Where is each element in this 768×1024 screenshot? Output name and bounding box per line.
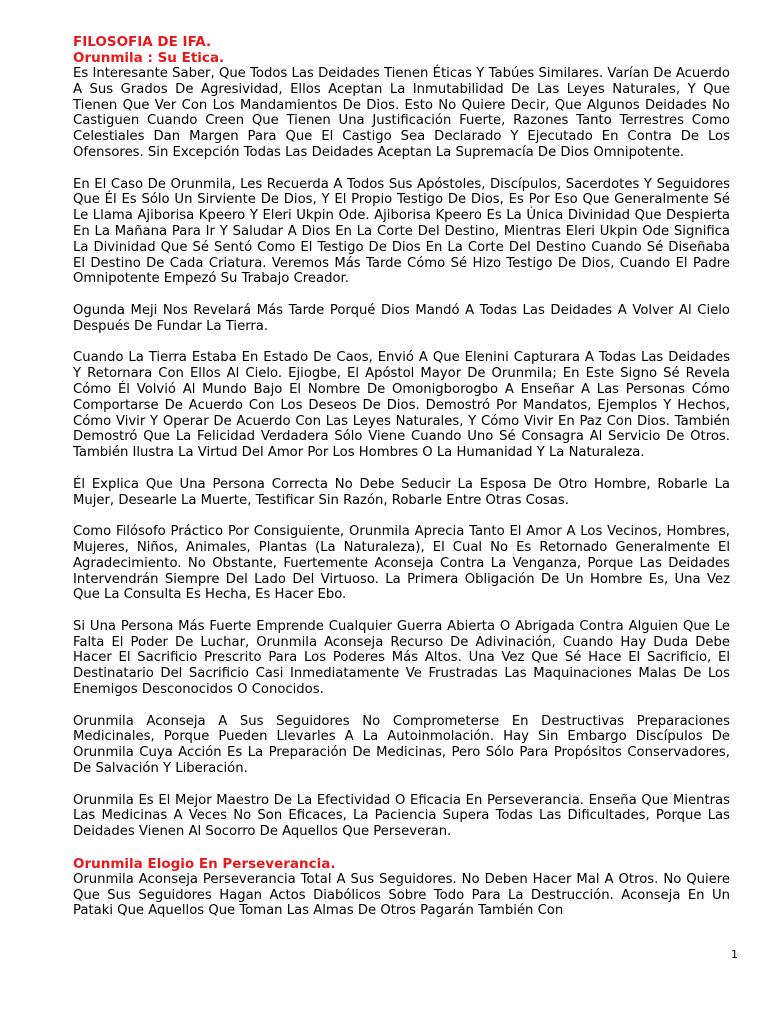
page-number: 1	[731, 948, 738, 961]
paragraph-2: En El Caso De Orunmila, Les Recuerda A Todos Sus Apóstoles, Discípulos, Sacerdotes Y Seguidores Que Él Es Sólo Un Sirviente De Dios, Y El Propio Testigo De Dios, Es Por Eso Que Generalmente Sé Le Llama Ajiborisa Kpeero Y Eleri Ukpin Ode. Ajiborisa Kpeero Es La Única Divinidad Que Despierta En La Mañana Para Ir Y Saludar A Dios En La Corte Del Destino, Mientras Eleri Ukpin Ode Significa La Divinidad Que Sé Sentó Como El Testigo De Dios En La Corte Del Destino Cuando Sé Diseñaba El Destino De Cada Criatura. Veremos Más Tarde Cómo Sé Hizo Testigo De Dios, Cuando El Padre Omnipotente Empezó Su Trabajo Creador.	[73, 176, 730, 287]
paragraph-9: Orunmila Es El Mejor Maestro De La Efectividad O Eficacia En Perseverancia. Enseña Que Mientras Las Medicinas A Veces No Son Eficaces, La Paciencia Supera Todas Las Dificultades, Porque Las Deidades Vienen Al Socorro De Aquellos Que Perseveran.	[73, 792, 730, 840]
document-title: FILOSOFIA DE IFA.	[73, 34, 212, 50]
paragraph-6: Como Filósofo Práctico Por Consiguiente, Orunmila Aprecia Tanto El Amor A Los Vecinos, Hombres, Mujeres, Niños, Animales, Plantas (La Naturaleza), El Cual No Es Retornado Generalmente El Agradecimiento. No Obstante, Fuertemente Aconseja Contra La Venganza, Porque Las Deidades Intervendrán Siempre Del Lado Del Virtuoso. La Primera Obligación De Un Hombre Es, Una Vez Que La Consulta Es Hecha, Es Hacer Ebo.	[73, 524, 730, 603]
paragraph-1: Es Interesante Saber, Que Todos Las Deidades Tienen Éticas Y Tabúes Similares. Varían De Acuerdo A Sus Grados De Agresividad, Ellos Aceptan La Inmutabilidad De Las Leyes Naturales, Y Que Tienen Que Ver Con Los Mandamientos De Dios. Esto No Quiere Decir, Que Algunos Deidades No Castiguen Cuando Creen Que Tienen Una Justificación Fuerte, Razones Tanto Terrestres Como Celestiales Dan Margen Para Que El Castigo Sea Declarado Y Ejecutado En Contra De Los Ofensores. Sin Excepción Todas Las Deidades Aceptan La Supremacía De Dios Omnipotente.	[73, 66, 730, 160]
paragraph-5: Él Explica Que Una Persona Correcta No Debe Seducir La Esposa De Otro Hombre, Robarle La Mujer, Desearle La Muerte, Testificar Sin Razón, Robarle Entre Otras Cosas.	[73, 476, 730, 508]
paragraph-8: Orunmila Aconseja A Sus Seguidores No Comprometerse En Destructivas Preparaciones Medicinales, Porque Pueden Llevarles A La Autoinmolación. Hay Sin Embargo Discípulos De Orunmila Cuya Acción Es La Preparación De Medicinas, Pero Sólo Para Propósitos Conservadores, De Salvación Y Liberación.	[73, 713, 730, 777]
document-subtitle: Orunmila : Su Etica.	[73, 50, 225, 66]
section-heading-perseverancia: Orunmila Elogio En Perseverancia.	[73, 855, 336, 872]
document-page	[73, 34, 730, 919]
paragraph-7: Si Una Persona Más Fuerte Emprende Cualquier Guerra Abierta O Abrigada Contra Alguien Que Le Falta El Poder De Luchar, Orunmila Aconseja Recurso De Adivinación, Cuando Hay Duda Debe Hacer El Sacrificio Prescrito Para Los Poderes Más Altos. Una Vez Que Sé Hace El Sacrificio, El Destinatario Del Sacrificio Casi Inmediatamente Ve Frustradas Las Maquinaciones Malas De Los Enemigos Desconocidos O Conocidos.	[73, 618, 730, 698]
section-paragraph-perseverancia: Orunmila Aconseja Perseverancia Total A Sus Seguidores. No Deben Hacer Mal A Otros. No Quiere Que Sus Seguidores Hagan Actos Diabólicos Sobre Todo Para La Destrucción. Aconseja En Un Pataki Que Aquellos Que Toman Las Almas De Otros Pagarán También Con	[73, 871, 730, 919]
paragraph-4: Cuando La Tierra Estaba En Estado De Caos, Envió A Que Elenini Capturara A Todas Las Deidades Y Retornara Con Ellos Al Cielo. Ejiogbe, El Apóstol Mayor De Orunmila; En Este Signo Sé Revela Cómo Él Volvió Al Mundo Bajo El Nombre De Omonigborogbo A Enseñar A Las Personas Cómo Comportarse De Acuerdo Con Los Deseos De Dios. Demostró Por Mandatos, Ejemplos Y Hechos, Cómo Vivir Y Operar De Acuerdo Con Las Leyes Naturales, Y Cómo Vivir En Paz Con Dios. También Demostró Que La Felicidad Verdadera Sólo Viene Cuando Uno Sé Consagra Al Servicio De Otros. También Ilustra La Virtud Del Amor Por Los Hombres O La Humanidad Y La Naturaleza.	[73, 350, 730, 461]
paragraph-3: Ogunda Meji Nos Revelará Más Tarde Porqué Dios Mandó A Todas Las Deidades A Volver Al Cielo Después De Fundar La Tierra.	[73, 302, 730, 334]
